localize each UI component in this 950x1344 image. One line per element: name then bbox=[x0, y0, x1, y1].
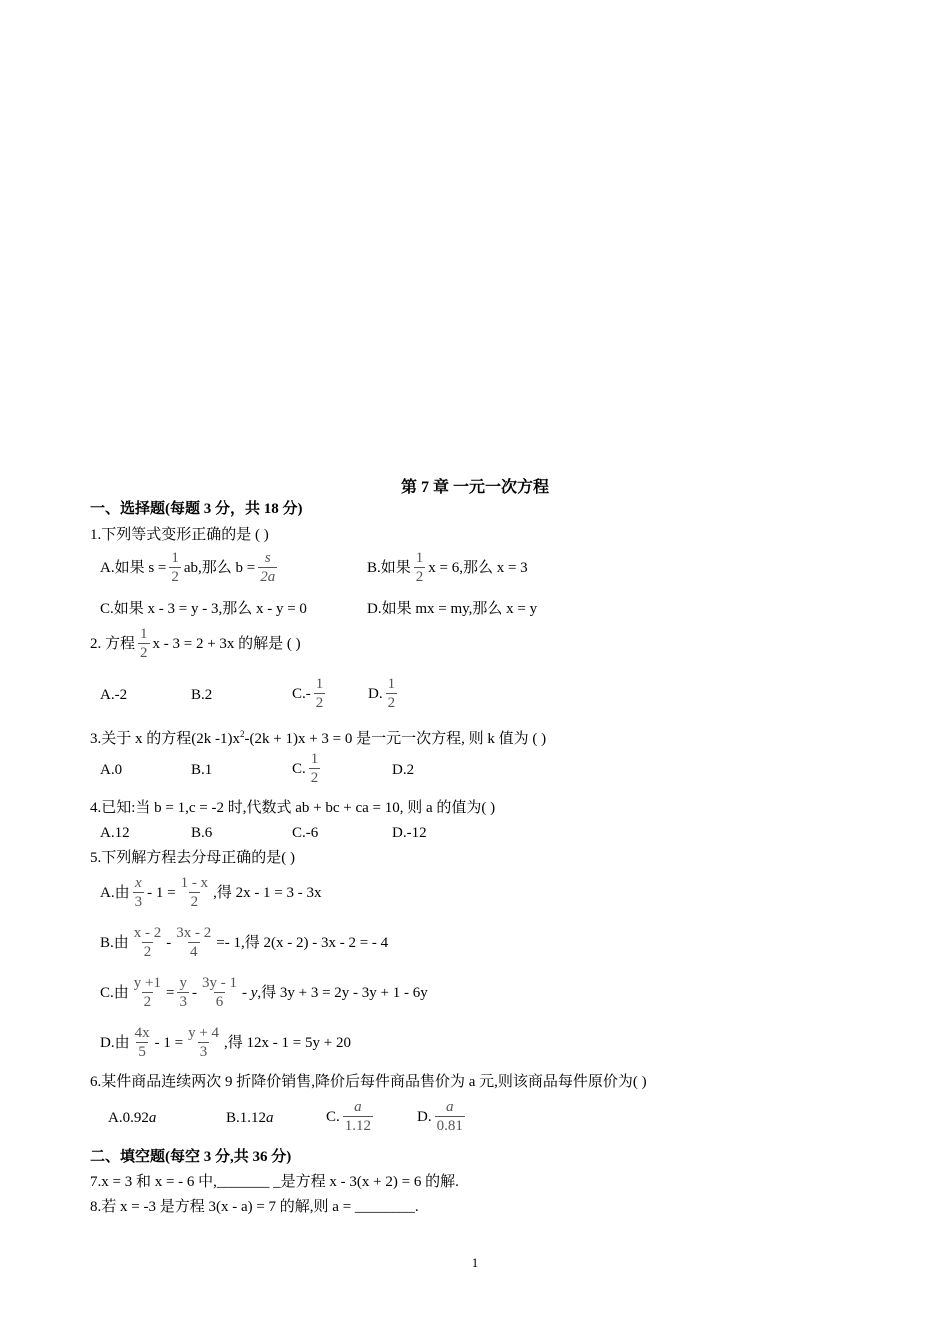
q2-option-b: B.2 bbox=[191, 687, 213, 703]
fraction: $\frac{x - 2}{2}$ bbox=[133, 925, 162, 960]
fraction: $\frac{a}{0.81}$ bbox=[436, 1099, 463, 1134]
q1-option-d: D.如果 mx = my,那么 x = y bbox=[367, 601, 538, 617]
question-3-stem: 3.关于 x 的方程(2k $-1)x^2-(2k + 1)x + 3 = 0$ 是一元一次方程, 则 k 值为 ( ) bbox=[90, 729, 547, 747]
q3-option-d: D.2 bbox=[392, 762, 415, 778]
fraction: $\frac{1}{2}$ bbox=[171, 550, 179, 585]
q6-option-d: D. $\frac{a}{0.81}$ bbox=[417, 1099, 463, 1134]
question-5-stem: 5.下列解方程去分母正确的是( ) bbox=[90, 850, 295, 866]
q1-option-c: C.如果 x - 3 = y - 3,那么 x - y = 0 bbox=[100, 601, 307, 617]
page-number: 1 bbox=[471, 1255, 479, 1270]
fraction: $\frac{y}{3}$ bbox=[179, 975, 187, 1010]
q5-option-d: D.由 $\frac{4x}{5}$ - 1 = $\frac{y + 4}{3}$ ,得 12x - 1 = 5y + 20 bbox=[100, 1025, 351, 1060]
q5-option-b: B.由 $\frac{x - 2}{2}$ - $\frac{3x - 2}{4}$ =- 1,得 2(x - 2) - 3x - 2 = - 4 bbox=[100, 925, 389, 960]
q2-option-d: D. $\frac{1}{2}$ bbox=[368, 676, 396, 711]
fraction: $\frac{s}{2a}$ bbox=[260, 550, 276, 585]
q4-option-c: C.-6 bbox=[292, 825, 319, 841]
fraction: $\frac{a}{1.12}$ bbox=[344, 1099, 372, 1134]
question-7: 7.x = 3 和 x = - 6 中,_______ _是方程 x - 3(x + 2) = 6 的解. bbox=[90, 1174, 459, 1190]
q5-option-a: A.由 $\frac{x}{3}$ - 1 = $\frac{1 - x}{2}$ ,得 2x - 1 = 3 - 3x bbox=[100, 875, 322, 910]
fraction: $\frac{1}{2}$ bbox=[387, 676, 396, 711]
q2-option-a: A.-2 bbox=[100, 687, 128, 703]
page-title: 第 7 章 一元一次方程 bbox=[400, 479, 549, 496]
q4-option-d: D.-12 bbox=[392, 825, 427, 841]
question-2-stem: 2. 方程 $\frac{1}{2}$ x - 3 = 2 + 3x 的解是 ( ) bbox=[90, 626, 301, 661]
fraction: $\frac{1}{2}$ bbox=[310, 751, 319, 786]
question-4-stem: 4.已知:当 b = 1,c = -2 时,代数式 ab + bc + ca = 10, 则 a 的值为( ) bbox=[90, 800, 496, 816]
fraction: $\frac{y +1}{2}$ bbox=[133, 975, 161, 1010]
fraction: $\frac{1}{2}$ bbox=[140, 626, 148, 661]
q3-option-a: A.0 bbox=[100, 762, 123, 778]
fraction: $\frac{x}{3}$ bbox=[134, 875, 143, 910]
fraction: $\frac{1}{2}$ bbox=[315, 676, 324, 711]
question-6-stem: 6.某件商品连续两次 9 折降价销售,降价后每件商品售价为 a 元,则该商品每件原价为( ) bbox=[90, 1074, 647, 1090]
q4-option-b: B.6 bbox=[191, 825, 213, 841]
q1-option-a: A.如果 s = $\frac{1}{2}$ ab,那么 b = $\frac{s}{2a}$ bbox=[100, 550, 276, 585]
fraction: $\frac{3y - 1}{6}$ bbox=[201, 975, 237, 1010]
section-heading-fill: 二、填空题(每空 3 分,共 36 分) bbox=[90, 1149, 292, 1165]
question-1-stem: 1.下列等式变形正确的是 ( ) bbox=[90, 527, 269, 543]
q3-option-c: C. $\frac{1}{2}$ bbox=[292, 751, 319, 786]
q3-option-b: B.1 bbox=[191, 762, 213, 778]
q2-option-c: C.- $\frac{1}{2}$ bbox=[292, 676, 324, 711]
fraction: $\frac{3x - 2}{4}$ bbox=[176, 925, 212, 960]
fraction: $\frac{y + 4}{3}$ bbox=[188, 1025, 220, 1060]
fraction: $\frac{1 - x}{2}$ bbox=[180, 875, 209, 910]
question-8: 8.若 x = -3 是方程 3(x - a) = 7 的解,则 a = ________. bbox=[90, 1199, 419, 1215]
q4-option-a: A.12 bbox=[100, 825, 130, 841]
q6-option-c: C. $\frac{a}{1.12}$ bbox=[326, 1099, 372, 1134]
q6-option-b: B.1.12a bbox=[226, 1110, 274, 1126]
q1-option-b: B.如果 $\frac{1}{2}$ x = 6,那么 x = 3 bbox=[367, 550, 528, 585]
section-heading-choice: 一、选择题(每题 3 分，共 18 分) bbox=[90, 501, 303, 517]
fraction: $\frac{1}{2}$ bbox=[415, 550, 424, 585]
q5-option-c: C.由 $\frac{y +1}{2}$ = $\frac{y}{3}$ - $\frac{3y - 1}{6}$ - y ,得 3y + 3 = 2y - 3y + 1 - 6y bbox=[100, 975, 428, 1010]
q6-option-a: A.0.92a bbox=[108, 1110, 157, 1126]
fraction: $\frac{4x}{5}$ bbox=[134, 1025, 150, 1060]
